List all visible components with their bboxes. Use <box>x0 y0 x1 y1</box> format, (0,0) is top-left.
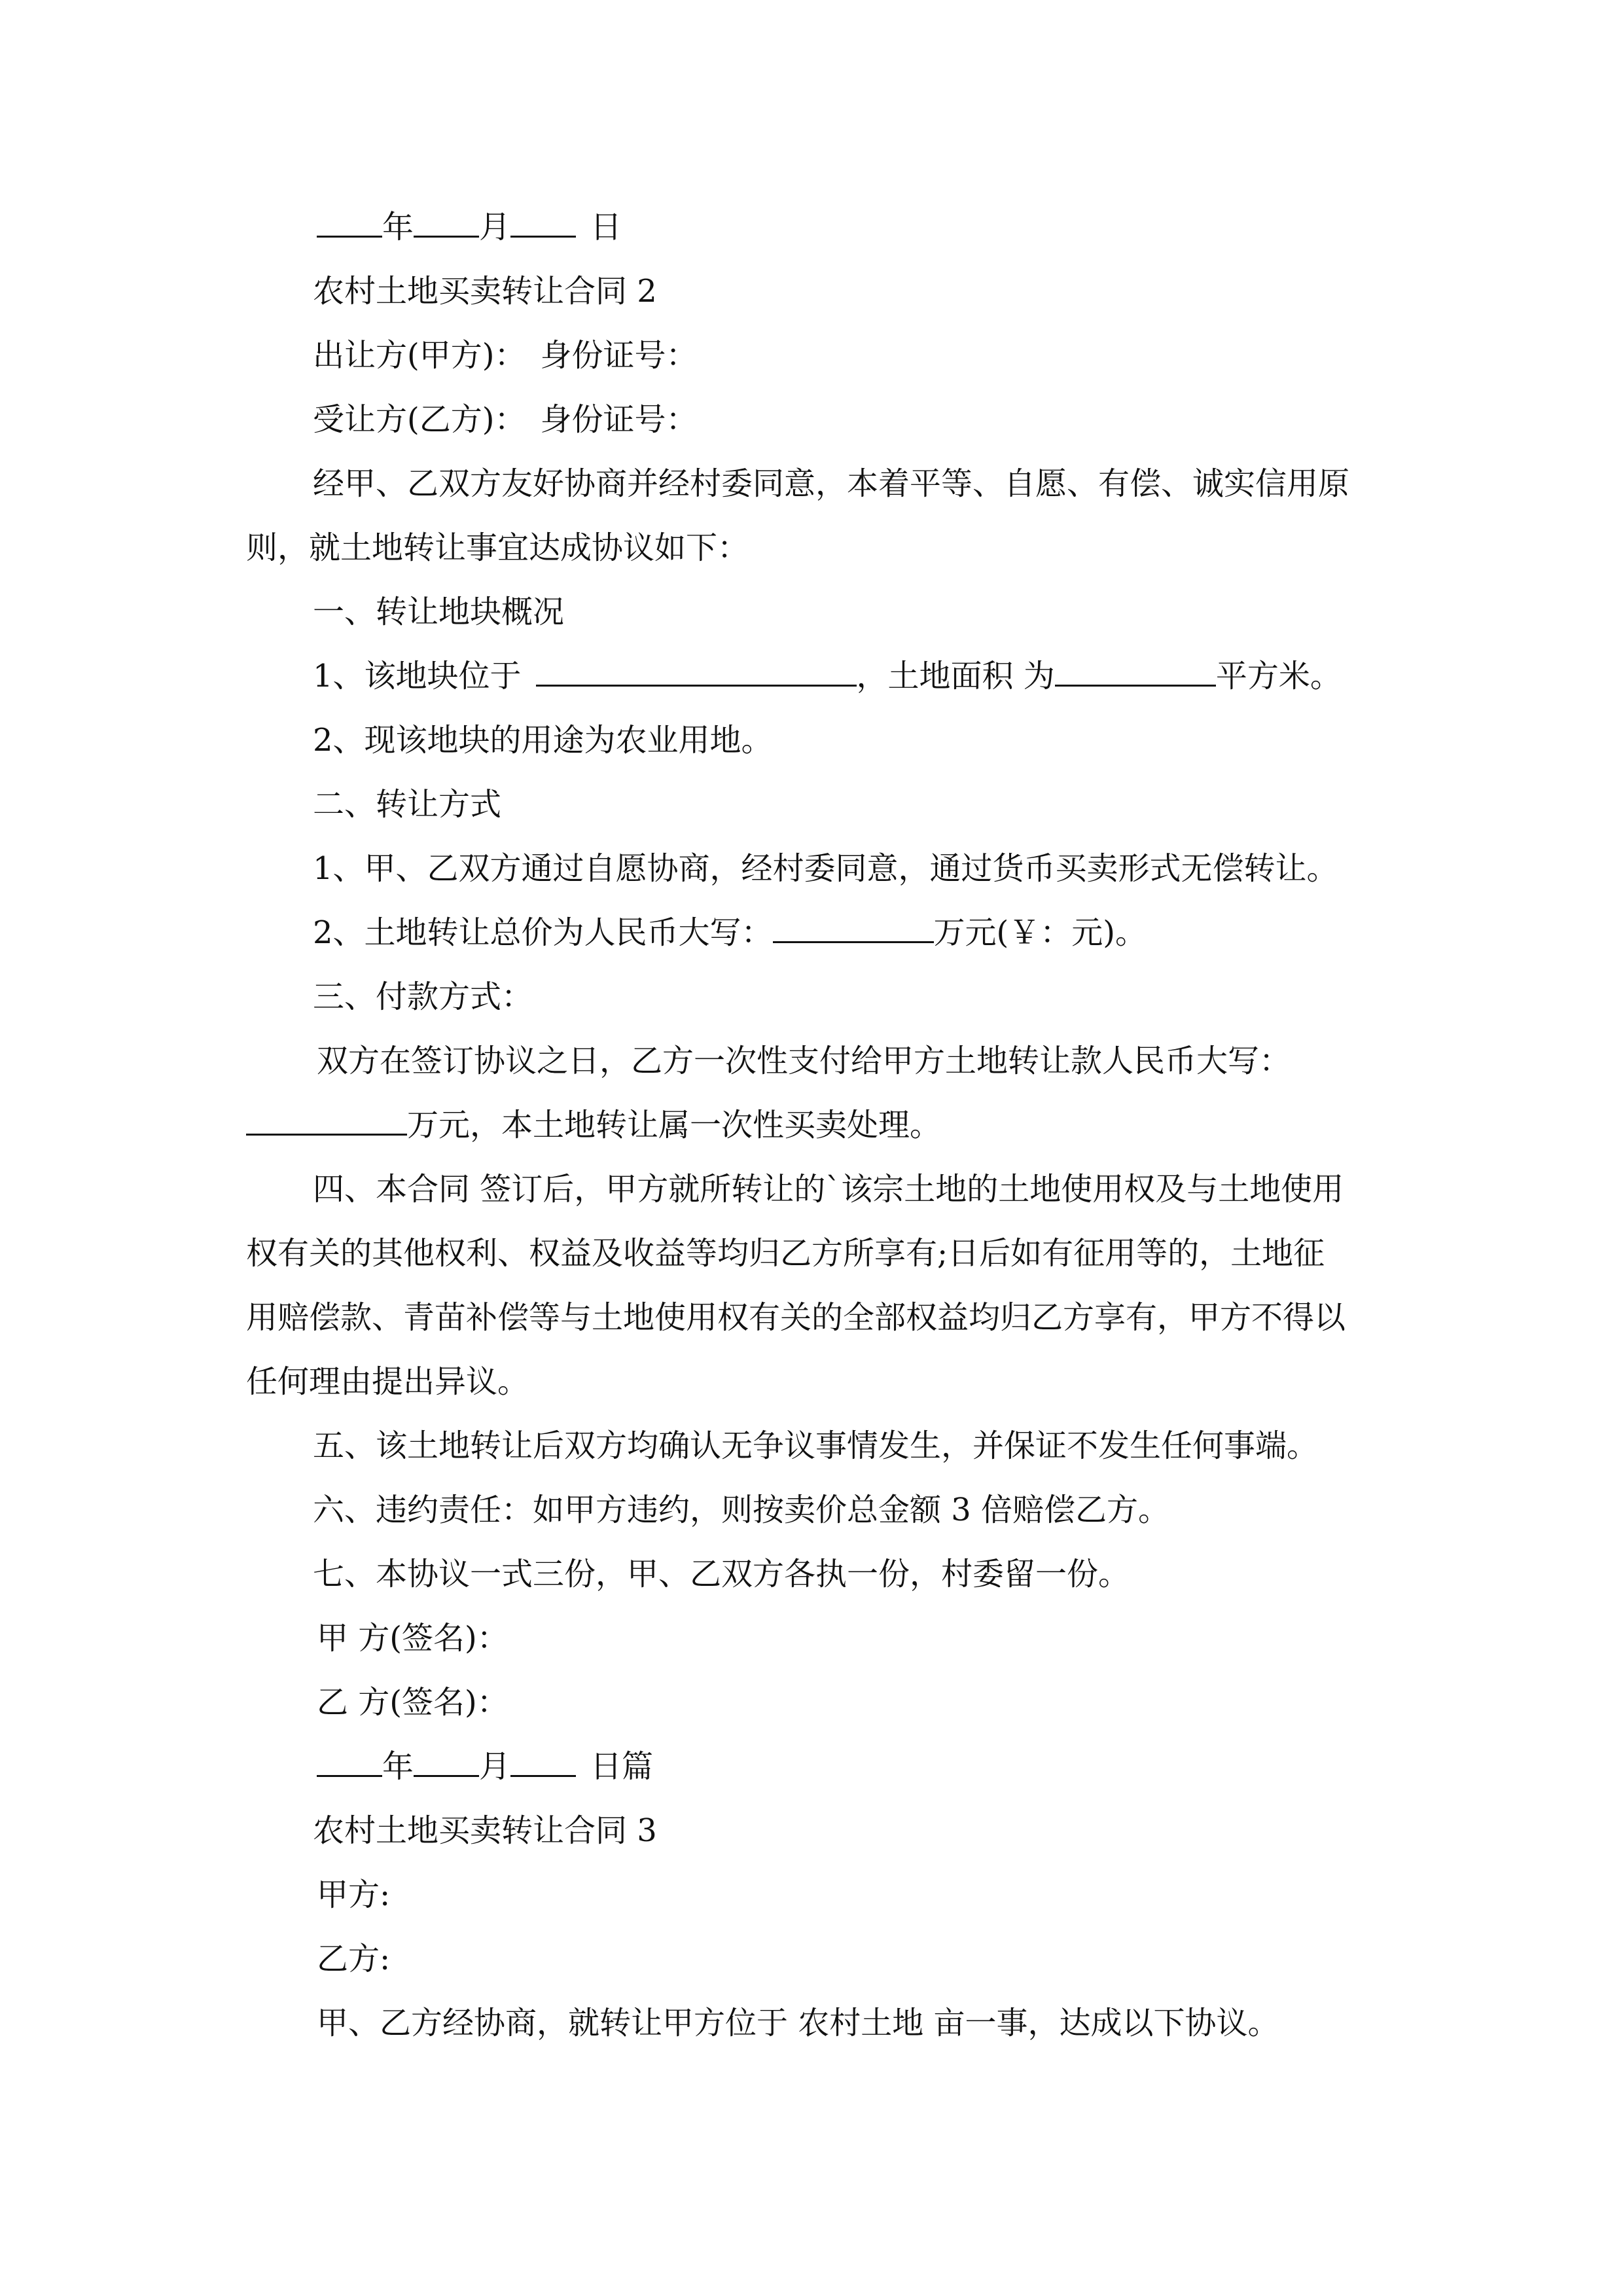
party-b-label: 受让方(乙方)： <box>313 401 526 438</box>
day-blank-2 <box>510 1744 576 1777</box>
signature-party-a: 甲 方(签名)： <box>317 1620 508 1657</box>
item-1-1-text-c: 平方米。 <box>1215 658 1342 694</box>
party-a-3: 甲方: <box>317 1876 391 1913</box>
party-a-label: 出让方(甲方)： <box>313 337 526 374</box>
item-1-1-text-a: 1、该地块位于 <box>313 658 522 694</box>
clause-7: 七、本协议一式三份，甲、乙双方各执一份，村委留一份。 <box>313 1556 1130 1592</box>
month-label-2: 月 <box>479 1748 511 1785</box>
clause-4-line-3: 用赔偿款、青苗补偿等与土地使用权有关的全部权益均归乙方享有，甲方不得以 <box>246 1299 1346 1336</box>
clause-6: 六、违约责任：如甲方违约，则按卖价总金额 3 倍赔偿乙方。 <box>313 1492 1170 1528</box>
date-line-1 <box>0 195 1623 259</box>
total-price-blank <box>773 910 934 943</box>
year-label-2: 年 <box>382 1748 414 1785</box>
clause-4-line-1: 四、本合同 签订后，甲方就所转让的`该宗土地的土地使用权及与土地使用 <box>313 1171 1344 1208</box>
item-2-2-text-b: 万元(￥：元)。 <box>933 914 1147 951</box>
month-label: 月 <box>479 209 511 245</box>
intro-paragraph-line-2: 则，就土地转让事宜达成协议如下： <box>246 529 749 566</box>
payment-line-1: 双方在签订协议之日，乙方一次性支付给甲方土地转让款人民币大写： <box>317 1043 1291 1079</box>
item-1-1-text-b: ，土地面积 为 <box>856 658 1055 694</box>
clause-4-line-2: 权有关的其他权利、权益及收益等均归乙方所享有;日后如有征用等的，土地征 <box>246 1235 1325 1272</box>
item-2-2 <box>0 901 1623 965</box>
signature-party-b: 乙 方(签名)： <box>317 1684 508 1721</box>
party-b-id-label: 身份证号： <box>540 401 698 438</box>
day-label-2: 日篇 <box>590 1748 654 1785</box>
intro-paragraph-line-1: 经甲、乙双方友好协商并经村委同意，本着平等、自愿、有偿、诚实信用原 <box>313 465 1350 502</box>
payment-amount-blank <box>246 1102 407 1136</box>
date-line-2 <box>0 1734 1623 1799</box>
section-1-heading: 一、转让地块概况 <box>313 594 565 630</box>
month-blank <box>414 204 479 238</box>
item-1-1 <box>0 644 1623 708</box>
month-blank-2 <box>414 1744 479 1777</box>
party-b-line <box>0 387 1623 452</box>
contract-title-2: 农村土地买卖转让合同 2 <box>313 273 657 310</box>
intro-3: 甲、乙方经协商，就转让甲方位于 农村土地 亩一事，达成以下协议。 <box>317 2005 1279 2041</box>
section-2-heading: 二、转让方式 <box>313 786 502 823</box>
day-label: 日 <box>590 209 622 245</box>
year-blank <box>317 204 382 238</box>
item-2-1: 1、甲、乙双方通过自愿协商，经村委同意，通过货币买卖形式无偿转让。 <box>313 850 1338 887</box>
item-2-2-text-a: 2、土地转让总价为人民币大写： <box>313 914 773 951</box>
clause-4-line-4: 任何理由提出异议。 <box>246 1363 529 1400</box>
clause-5: 五、该土地转让后双方均确认无争议事情发生，并保证不发生任何事端。 <box>313 1427 1319 1464</box>
item-1-2: 2、现该地块的用途为农业用地。 <box>313 722 773 759</box>
party-a-line <box>0 323 1623 387</box>
payment-line-2 <box>0 1093 1623 1157</box>
section-3-heading: 三、付款方式： <box>313 978 533 1015</box>
contract-title-3: 农村土地买卖转让合同 3 <box>313 1812 657 1849</box>
day-blank <box>510 204 576 238</box>
party-b-3: 乙方: <box>317 1941 391 1977</box>
party-a-id-label: 身份证号： <box>540 337 698 374</box>
year-label: 年 <box>382 209 414 245</box>
location-blank <box>536 653 857 687</box>
year-blank-2 <box>317 1744 382 1777</box>
area-blank <box>1055 653 1216 687</box>
payment-line-2-text: 万元，本土地转让属一次性买卖处理。 <box>407 1107 942 1143</box>
